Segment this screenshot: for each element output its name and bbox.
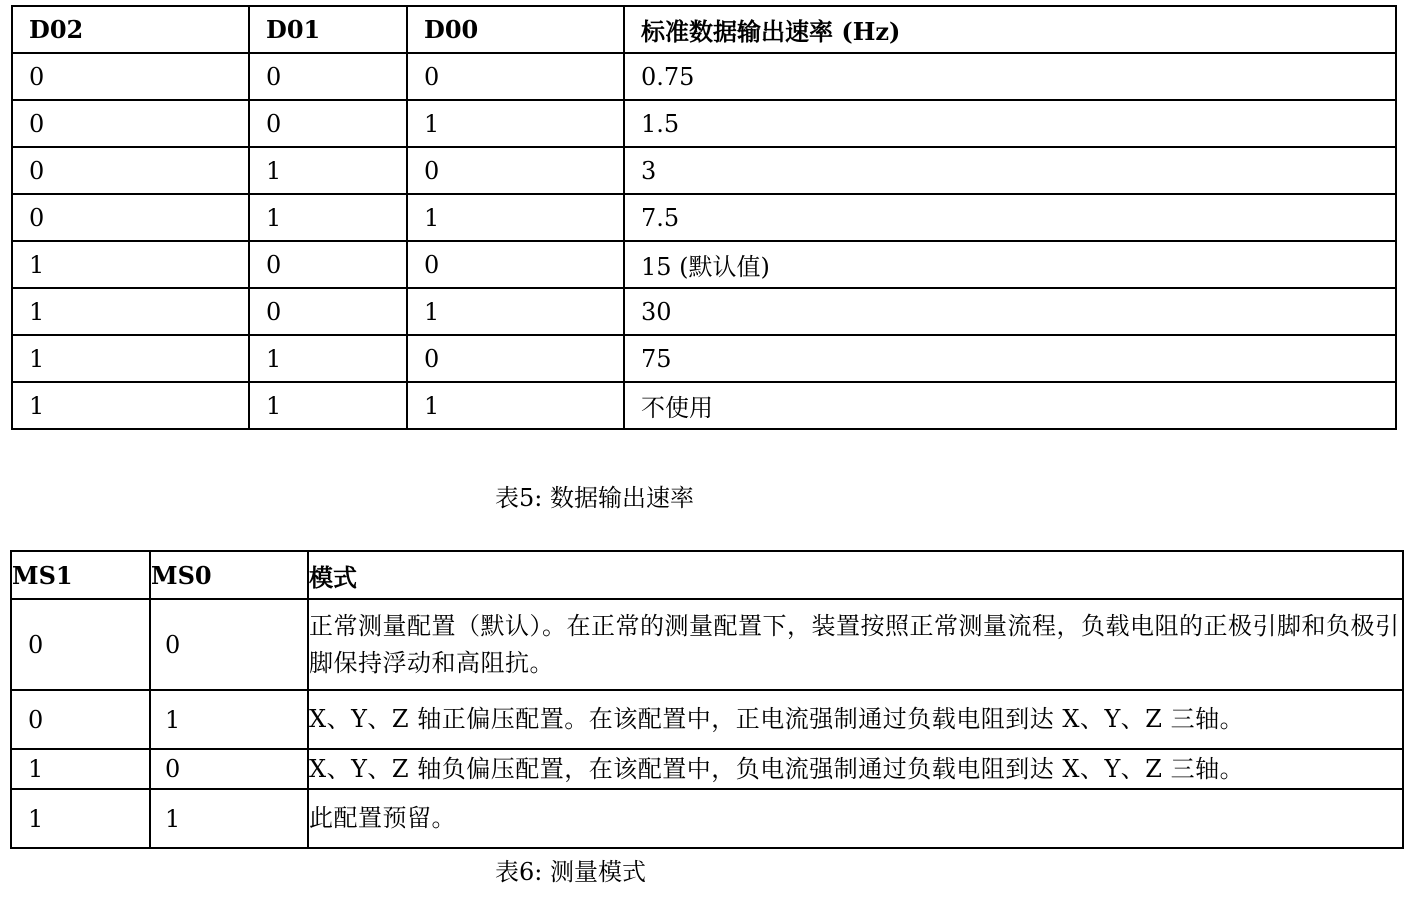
table-row [12, 100, 1396, 147]
cell: 0 [249, 53, 407, 100]
cell: 0 [407, 241, 624, 288]
table-row [12, 241, 1396, 288]
table-row [11, 599, 1403, 690]
header-d02: D02 [12, 6, 249, 53]
cell: 1 [249, 335, 407, 382]
cell: 0 [150, 599, 308, 690]
cell: 0 [407, 53, 624, 100]
cell: 30 [624, 288, 1396, 335]
table-row [12, 147, 1396, 194]
cell: 0 [249, 100, 407, 147]
cell: 1 [407, 194, 624, 241]
header-ms0: MS0 [150, 551, 308, 599]
mode-description: 正常测量配置（默认）。在正常的测量配置下，装置按照正常测量流程，负载电阻的正极引脚和负极引脚保持浮动和高阻抗。 [308, 599, 1403, 690]
cell: 0.75 [624, 53, 1396, 100]
cell: 0 [11, 599, 150, 690]
cell: 1 [150, 690, 308, 749]
cell: 0 [12, 194, 249, 241]
cell: 0 [249, 241, 407, 288]
table-row [12, 194, 1396, 241]
cell: 0 [249, 288, 407, 335]
cell: 1.5 [624, 100, 1396, 147]
table-row [12, 382, 1396, 429]
cell: 1 [407, 100, 624, 147]
table-row [11, 789, 1403, 848]
cell: 0 [150, 749, 308, 789]
cell: 1 [12, 335, 249, 382]
cell: 1 [11, 789, 150, 848]
cell: 1 [12, 288, 249, 335]
header-output-rate: 标准数据输出速率 (Hz) [624, 6, 1396, 53]
cell: 1 [11, 749, 150, 789]
cell: 0 [12, 147, 249, 194]
table-header-row [12, 6, 1396, 53]
table-header-row [11, 551, 1403, 599]
cell: 0 [11, 690, 150, 749]
table6-caption: 表6: 测量模式 [495, 858, 646, 886]
table5-caption: 表5: 数据输出速率 [495, 484, 694, 512]
cell: 1 [249, 147, 407, 194]
cell: 1 [407, 382, 624, 429]
table-row [11, 749, 1403, 789]
table-row [12, 53, 1396, 100]
cell: 7.5 [624, 194, 1396, 241]
mode-description: X、Y、Z 轴正偏压配置。在该配置中，正电流强制通过负载电阻到达 X、Y、Z 三轴。 [308, 690, 1403, 749]
table-row [11, 690, 1403, 749]
cell: 1 [12, 241, 249, 288]
data-output-rate-table [11, 5, 1397, 430]
cell: 0 [12, 53, 249, 100]
cell: 0 [407, 147, 624, 194]
table-row [12, 335, 1396, 382]
header-d00: D00 [407, 6, 624, 53]
cell: 1 [12, 382, 249, 429]
cell: 0 [12, 100, 249, 147]
cell: 1 [249, 194, 407, 241]
cell: 1 [150, 789, 308, 848]
cell: 15 (默认值) [624, 241, 1396, 288]
cell: 75 [624, 335, 1396, 382]
mode-description: X、Y、Z 轴负偏压配置，在该配置中，负电流强制通过负载电阻到达 X、Y、Z 三轴。 [308, 749, 1403, 789]
cell: 不使用 [624, 382, 1396, 429]
cell: 1 [249, 382, 407, 429]
header-ms1: MS1 [11, 551, 150, 599]
mode-description: 此配置预留。 [308, 789, 1403, 848]
table-row [12, 288, 1396, 335]
cell: 3 [624, 147, 1396, 194]
cell: 1 [407, 288, 624, 335]
header-mode: 模式 [308, 551, 1403, 599]
cell: 0 [407, 335, 624, 382]
measurement-mode-table [10, 550, 1404, 849]
header-d01: D01 [249, 6, 407, 53]
